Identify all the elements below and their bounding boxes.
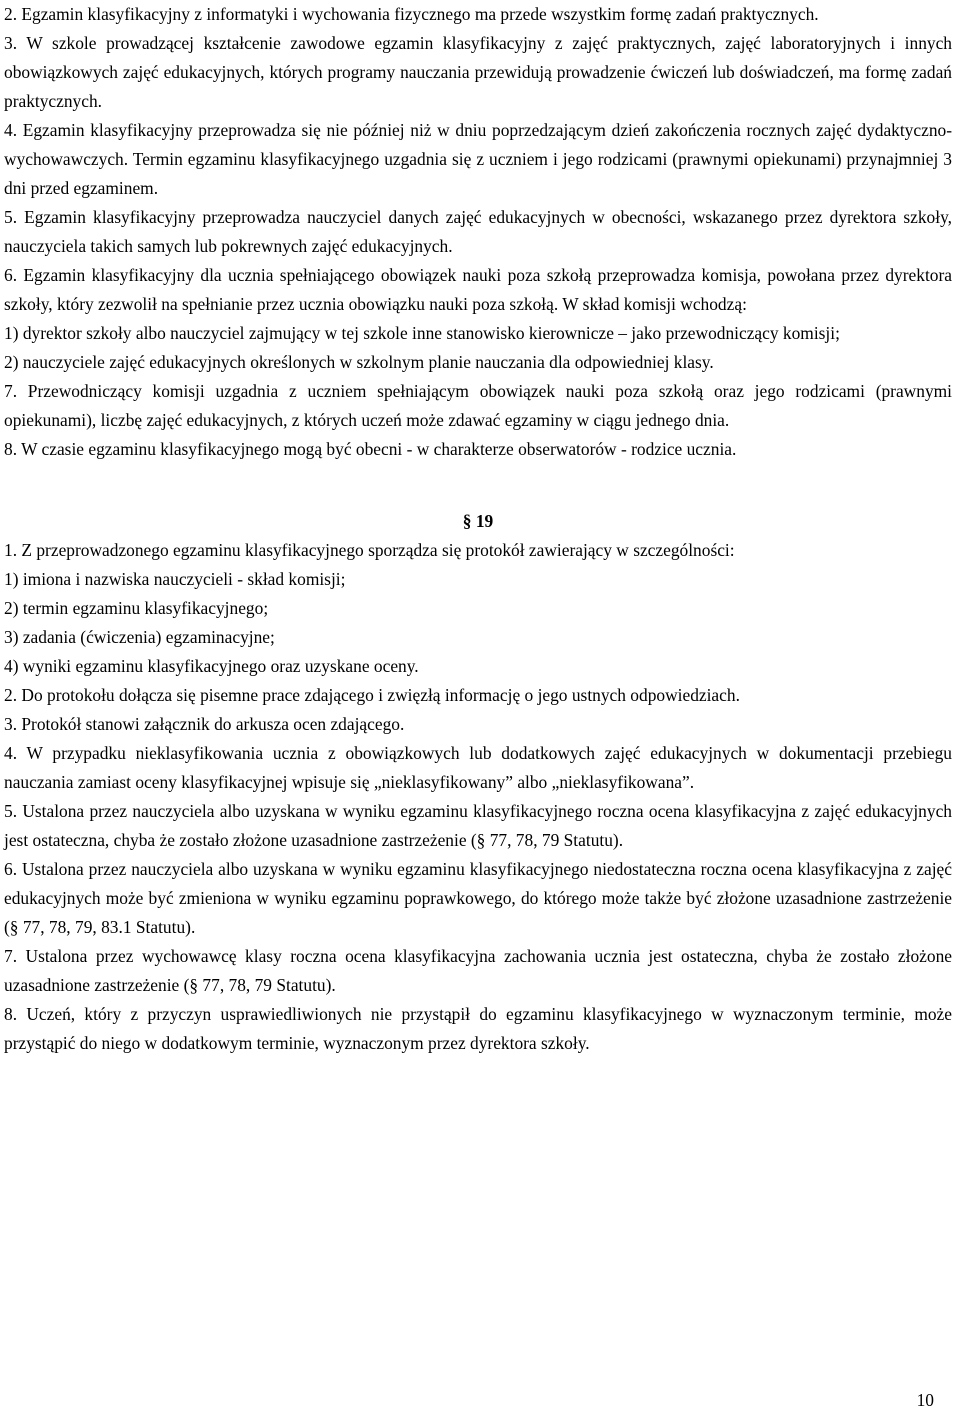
section-list-item-2: 2) termin egzaminu klasyfikacyjnego; <box>4 598 269 618</box>
document-page <box>4 0 952 1058</box>
list-item-2: 2) nauczyciele zajęć edukacyjnych określonych w szkolnym planie nauczania dla odpowiedniej klasy. <box>4 352 714 372</box>
section-list-item-3: 3) zadania (ćwiczenia) egzaminacyjne; <box>4 627 275 647</box>
section-paragraph-2: 2. Do protokołu dołącza się pisemne prace zdającego i zwięzłą informację o jego ustnych odpowiedziach. <box>4 685 740 705</box>
paragraph-8: 8. W czasie egzaminu klasyfikacyjnego mogą być obecni - w charakterze obserwatorów - rodzice ucznia. <box>4 439 737 459</box>
section-list-item-4: 4) wyniki egzaminu klasyfikacyjnego oraz uzyskane oceny. <box>4 656 419 676</box>
list-item-1: 1) dyrektor szkoły albo nauczyciel zajmujący w tej szkole inne stanowisko kierownicze – jako przewodniczący komisji; <box>4 323 840 343</box>
paragraph-4: 4. Egzamin klasyfikacyjny przeprowadza się nie później niż w dniu poprzedzającym dzień zakończenia rocznych zajęć dydaktyczno-wychowawczych. Termin egzaminu klasyfikacyjnego uzgadnia się z uczniem i jego rodzicami (prawnymi opiekunami) przynajmniej 3 dni przed egzaminem. <box>4 120 952 198</box>
section-heading: § 19 <box>462 511 494 531</box>
section-paragraph-1: 1. Z przeprowadzonego egzaminu klasyfikacyjnego sporządza się protokół zawierający w szczególności: <box>4 540 735 560</box>
section-paragraph-7: 7. Ustalona przez wychowawcę klasy roczna ocena klasyfikacyjna zachowania ucznia jest ostateczna, chyba że zostało złożone uzasadnione zastrzeżenie (§ 77, 78, 79 Statutu). <box>4 946 952 995</box>
section-paragraph-4: 4. W przypadku nieklasyfikowania ucznia z obowiązkowych lub dodatkowych zajęć edukacyjnych w dokumentacji przebiegu nauczania zamiast oceny klasyfikacyjnej wpisuje się „nieklasyfikowany” albo „nieklasyfikowana”. <box>4 743 952 792</box>
paragraph-6: 6. Egzamin klasyfikacyjny dla ucznia spełniającego obowiązek nauki poza szkołą przeprowadza komisja, powołana przez dyrektora szkoły, który zezwolił na spełnianie przez ucznia obowiązku nauki poza szkołą. W skład komisji wchodzą: <box>4 265 952 314</box>
paragraph-7: 7. Przewodniczący komisji uzgadnia z uczniem spełniającym obowiązek nauki poza szkołą oraz jego rodzicami (prawnymi opiekunami), liczbę zajęć edukacyjnych, z których uczeń może zdawać egzaminy w ciągu jednego dnia. <box>4 381 952 430</box>
section-paragraph-6: 6. Ustalona przez nauczyciela albo uzyskana w wyniku egzaminu klasyfikacyjnego niedostateczna roczna ocena klasyfikacyjna z zajęć edukacyjnych może być zmieniona w wyniku egzaminu poprawkowego, do którego może także być złożone uzasadnione zastrzeżenie (§ 77, 78, 79, 83.1 Statutu). <box>4 859 952 937</box>
paragraph-5: 5. Egzamin klasyfikacyjny przeprowadza nauczyciel danych zajęć edukacyjnych w obecności, wskazanego przez dyrektora szkoły, nauczyciela takich samych lub pokrewnych zajęć edukacyjnych. <box>4 207 952 256</box>
paragraph-3: 3. W szkole prowadzącej kształcenie zawodowe egzamin klasyfikacyjny z zajęć praktycznych, zajęć laboratoryjnych i innych obowiązkowych zajęć edukacyjnych, których programy nauczania przewidują prowadzenie ćwiczeń lub doświadczeń, ma formę zadań praktycznych. <box>4 33 952 111</box>
paragraph-2: 2. Egzamin klasyfikacyjny z informatyki i wychowania fizycznego ma przede wszystkim formę zadań praktycznych. <box>4 4 819 24</box>
page-number: 10 <box>916 1390 934 1410</box>
section-list-item-1: 1) imiona i nazwiska nauczycieli - skład komisji; <box>4 569 346 589</box>
top-paragraphs <box>4 0 952 464</box>
section-paragraph-8: 8. Uczeń, który z przyczyn usprawiedliwionych nie przystąpił do egzaminu klasyfikacyjnego w wyznaczonym terminie, może przystąpić do niego w dodatkowym terminie, wyznaczonym przez dyrektora szkoły. <box>4 1004 952 1053</box>
section-paragraph-5: 5. Ustalona przez nauczyciela albo uzyskana w wyniku egzaminu klasyfikacyjnego roczna ocena klasyfikacyjna z zajęć edukacyjnych jest ostateczna, chyba że zostało złożone uzasadnione zastrzeżenie (§ 77, 78, 79 Statutu). <box>4 801 952 850</box>
section-paragraph-3: 3. Protokół stanowi załącznik do arkusza ocen zdającego. <box>4 714 405 734</box>
section-paragraphs <box>4 536 952 1058</box>
